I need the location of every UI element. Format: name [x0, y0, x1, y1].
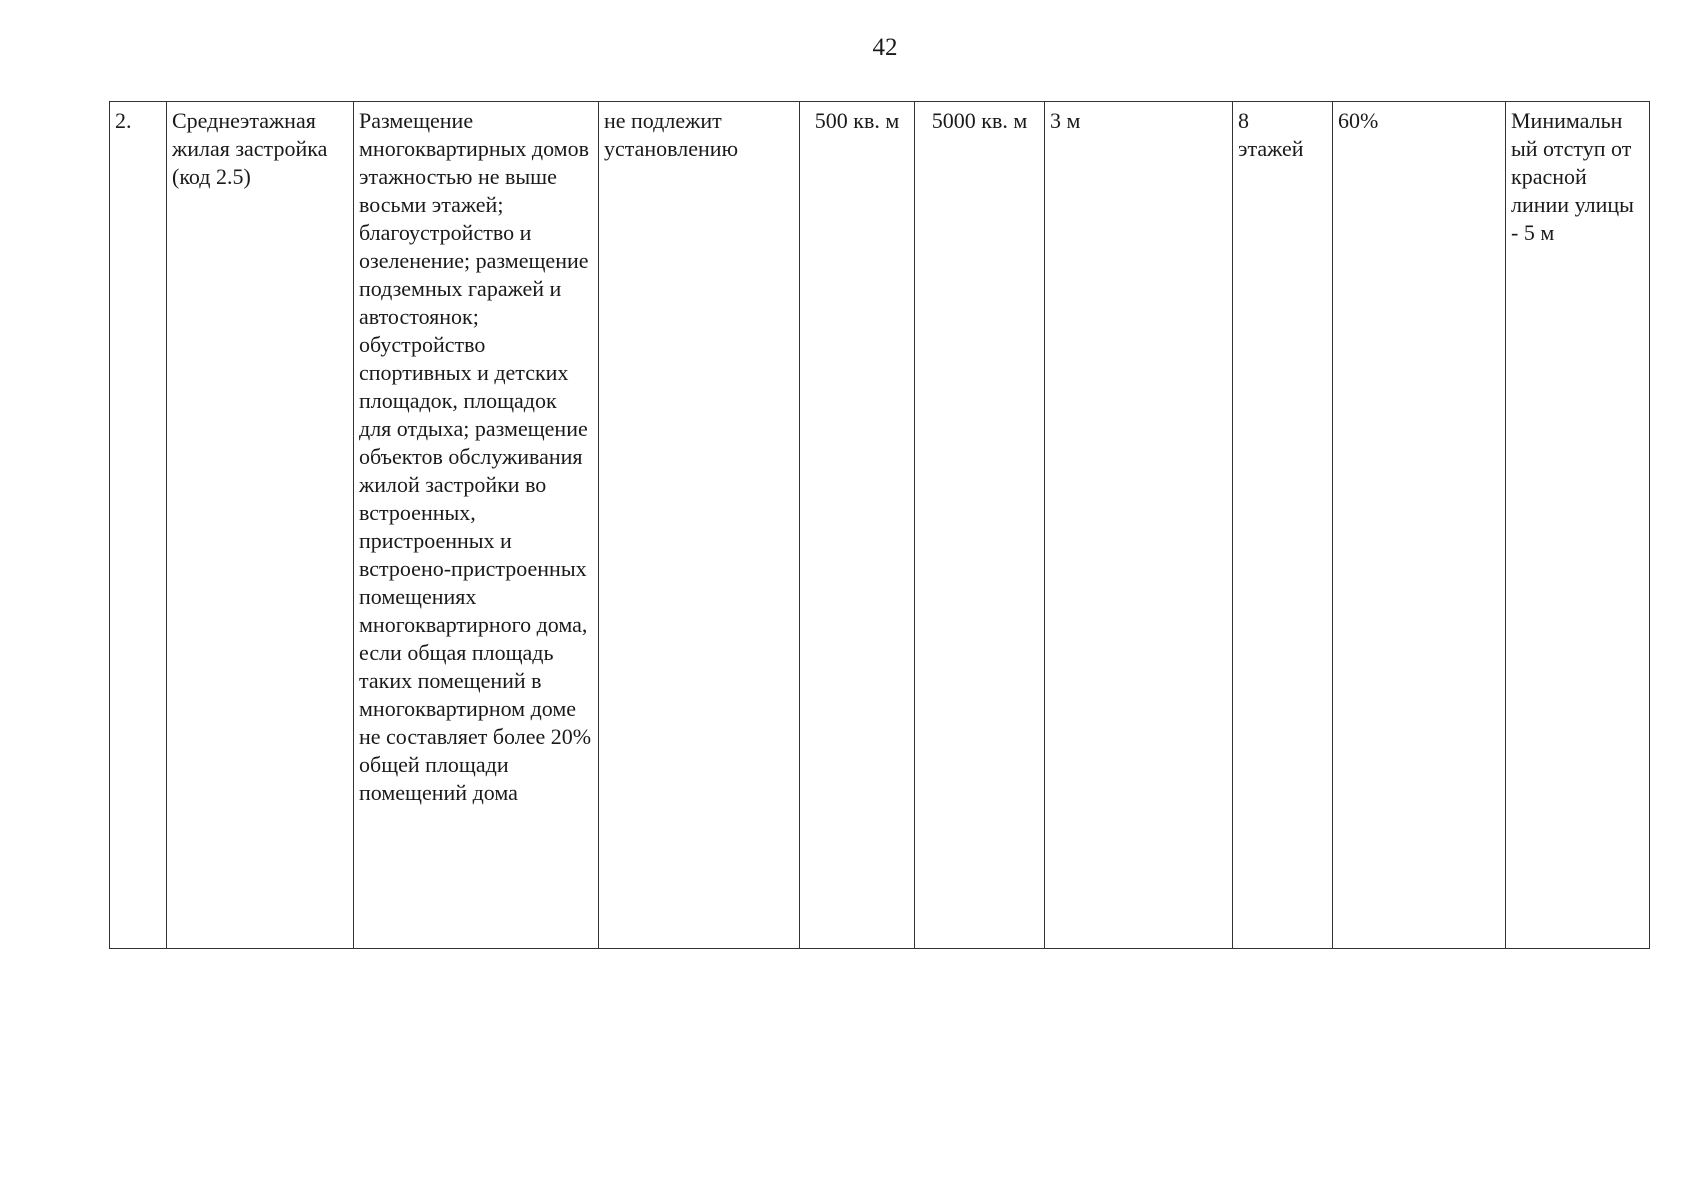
page-number: 42: [872, 34, 898, 61]
dimensions-cell: не подлежит установлению: [599, 102, 800, 949]
min-area-cell: 500 кв. м: [800, 102, 915, 949]
table-row: [110, 102, 1650, 949]
other-params-cell: Минимальн ый отступ от красной линии улицы - 5 м: [1506, 102, 1650, 949]
row-number-cell: 2.: [110, 102, 167, 949]
max-floors-cell: 8 этажей: [1233, 102, 1333, 949]
description-cell: Размещение многоквартирных домов этажностью не выше восьми этажей; благоустройство и озеленение; размещение подземных гаражей и автостоянок; обустройство спортивных и детских площадок, площадок для отдыха; размещение объектов обслуживания жилой застройки во встроенных, пристроенных и встроено-пристроенных помещениях многоквартирного дома, если общая площадь таких помещений в многоквартирном доме не составляет более 20% общей площади помещений дома: [354, 102, 599, 949]
max-area-cell: 5000 кв. м: [915, 102, 1045, 949]
land-use-table: [109, 101, 1650, 949]
use-type-cell: Среднеэтажная жилая застройка (код 2.5): [167, 102, 354, 949]
min-setback-cell: 3 м: [1045, 102, 1233, 949]
max-coverage-cell: 60%: [1333, 102, 1506, 949]
